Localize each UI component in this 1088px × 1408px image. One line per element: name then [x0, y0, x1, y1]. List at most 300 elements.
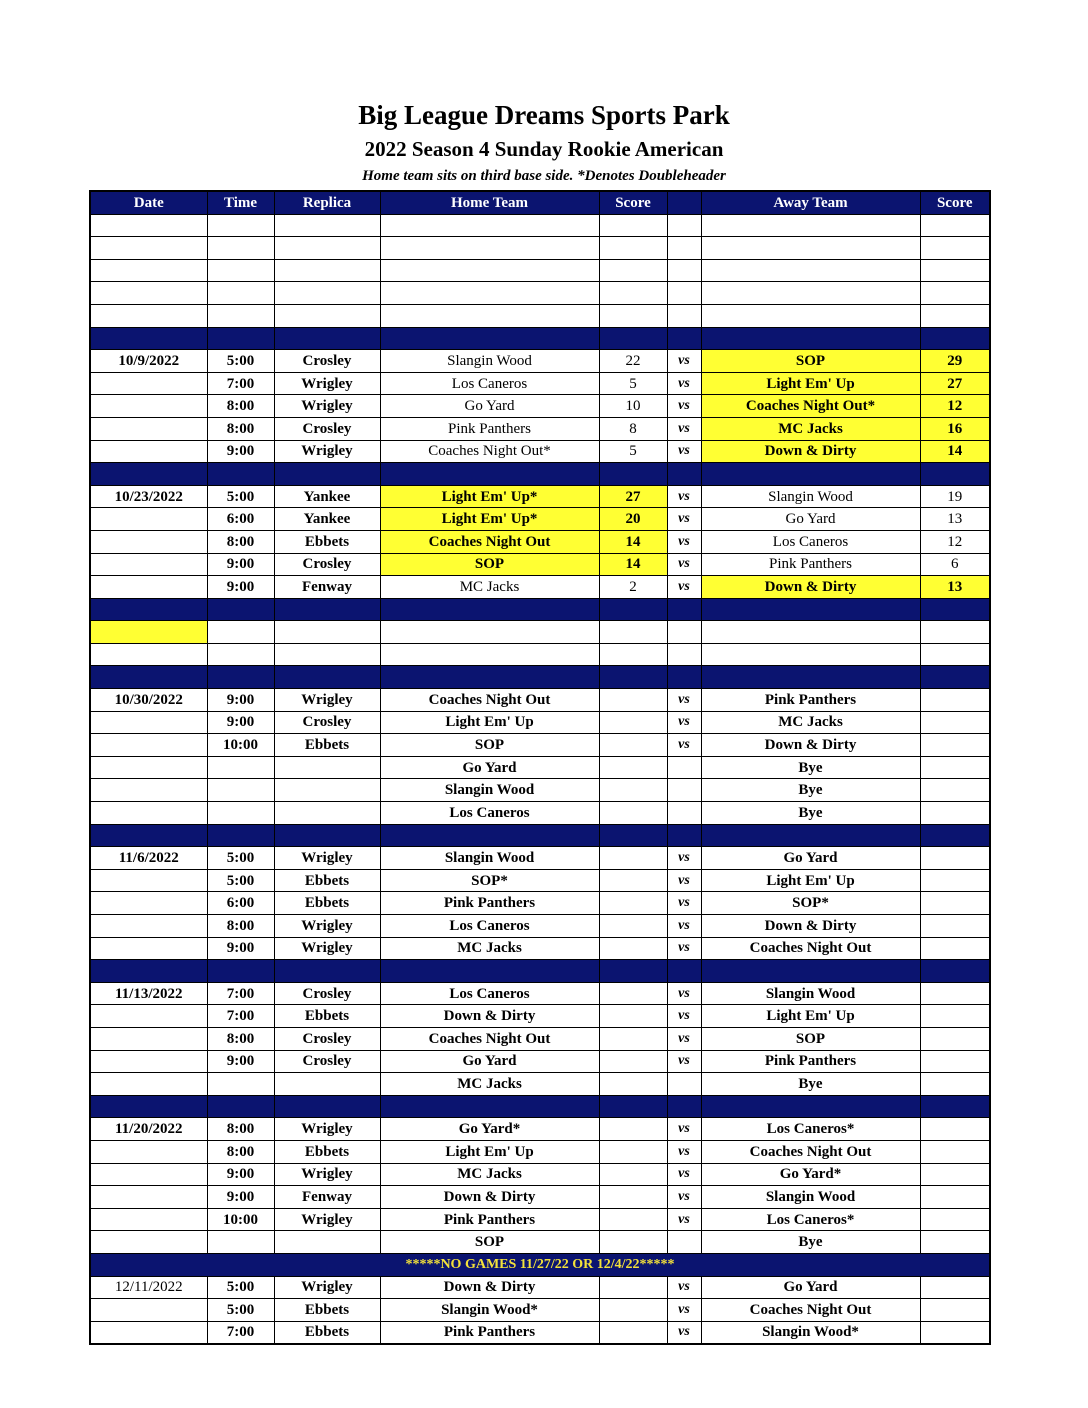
blank-cell — [274, 282, 380, 305]
home-team-cell: SOP* — [380, 869, 599, 892]
vs-cell: vs — [667, 530, 701, 553]
vs-cell: vs — [667, 1299, 701, 1322]
blank-cell — [667, 214, 701, 237]
blank-cell — [920, 214, 990, 237]
time-cell: 8:00 — [207, 417, 274, 440]
blank-cell — [207, 214, 274, 237]
schedule-table — [89, 190, 991, 1345]
vs-cell — [667, 756, 701, 779]
home-score-cell: 27 — [599, 485, 667, 508]
home-team-cell: Down & Dirty — [380, 1186, 599, 1209]
separator-cell — [207, 463, 274, 486]
game-row — [90, 915, 990, 938]
separator-cell — [599, 598, 667, 621]
away-team-cell: Los Caneros* — [701, 1118, 920, 1141]
vs-cell: vs — [667, 440, 701, 463]
separator-cell — [920, 666, 990, 689]
home-team-cell: SOP — [380, 553, 599, 576]
replica-cell: Fenway — [274, 1186, 380, 1209]
separator-cell — [599, 1095, 667, 1118]
vs-cell — [667, 1073, 701, 1096]
home-score-cell: 5 — [599, 440, 667, 463]
date-cell — [90, 395, 207, 418]
game-row — [90, 869, 990, 892]
away-team-cell: Bye — [701, 779, 920, 802]
separator-row — [90, 327, 990, 350]
replica-cell: Crosley — [274, 350, 380, 373]
date-cell — [90, 372, 207, 395]
separator-cell — [920, 960, 990, 983]
blank-cell — [599, 621, 667, 644]
separator-cell — [274, 960, 380, 983]
replica-cell: Crosley — [274, 982, 380, 1005]
game-row — [90, 1299, 990, 1322]
home-team-cell: Pink Panthers — [380, 1208, 599, 1231]
blank-cell — [920, 259, 990, 282]
home-team-cell: Los Caneros — [380, 372, 599, 395]
home-team-cell: Los Caneros — [380, 915, 599, 938]
separator-cell — [599, 463, 667, 486]
away-score-cell — [920, 689, 990, 712]
vs-cell: vs — [667, 734, 701, 757]
away-team-cell: Los Caneros — [701, 530, 920, 553]
time-cell: 8:00 — [207, 1140, 274, 1163]
date-cell — [90, 892, 207, 915]
blank-cell — [90, 259, 207, 282]
away-team-cell: Light Em' Up — [701, 372, 920, 395]
col-time: Time — [207, 191, 274, 214]
time-cell: 5:00 — [207, 1299, 274, 1322]
vs-cell: vs — [667, 1140, 701, 1163]
vs-cell — [667, 779, 701, 802]
separator-cell — [920, 824, 990, 847]
separator-cell — [380, 1095, 599, 1118]
vs-cell: vs — [667, 508, 701, 531]
home-score-cell: 22 — [599, 350, 667, 373]
time-cell: 5:00 — [207, 1276, 274, 1299]
home-score-cell: 5 — [599, 372, 667, 395]
date-cell — [90, 779, 207, 802]
home-score-cell — [599, 1186, 667, 1209]
separator-cell — [380, 598, 599, 621]
game-row — [90, 756, 990, 779]
vs-cell: vs — [667, 350, 701, 373]
away-score-cell — [920, 982, 990, 1005]
blank-cell — [207, 304, 274, 327]
separator-cell — [380, 666, 599, 689]
date-cell — [90, 576, 207, 599]
replica-cell — [274, 1073, 380, 1096]
separator-cell — [274, 666, 380, 689]
separator-cell — [667, 598, 701, 621]
vs-cell: vs — [667, 1276, 701, 1299]
replica-cell: Wrigley — [274, 1163, 380, 1186]
away-score-cell — [920, 779, 990, 802]
separator-cell — [207, 327, 274, 350]
home-score-cell — [599, 1005, 667, 1028]
separator-cell — [207, 666, 274, 689]
time-cell — [207, 802, 274, 825]
vs-cell: vs — [667, 576, 701, 599]
date-cell: 11/20/2022 — [90, 1118, 207, 1141]
date-cell — [90, 508, 207, 531]
blank-cell — [274, 304, 380, 327]
blank-cell — [207, 643, 274, 666]
time-cell: 9:00 — [207, 576, 274, 599]
home-score-cell — [599, 892, 667, 915]
away-team-cell: Bye — [701, 1231, 920, 1254]
time-cell: 7:00 — [207, 1005, 274, 1028]
vs-cell: vs — [667, 711, 701, 734]
replica-cell: Yankee — [274, 485, 380, 508]
home-team-cell: Pink Panthers — [380, 1321, 599, 1344]
away-team-cell: SOP* — [701, 892, 920, 915]
away-score-cell — [920, 869, 990, 892]
vs-cell: vs — [667, 1027, 701, 1050]
time-cell: 5:00 — [207, 485, 274, 508]
blank-cell — [667, 621, 701, 644]
date-cell — [90, 417, 207, 440]
game-row — [90, 1027, 990, 1050]
vs-cell: vs — [667, 869, 701, 892]
home-score-cell — [599, 1140, 667, 1163]
replica-cell: Wrigley — [274, 937, 380, 960]
separator-cell — [90, 1095, 207, 1118]
blank-cell — [701, 282, 920, 305]
game-row — [90, 1321, 990, 1344]
blank-cell — [380, 304, 599, 327]
replica-cell — [274, 1231, 380, 1254]
replica-cell: Wrigley — [274, 1118, 380, 1141]
date-cell: 11/13/2022 — [90, 982, 207, 1005]
time-cell — [207, 1073, 274, 1096]
away-score-cell — [920, 1118, 990, 1141]
replica-cell: Fenway — [274, 576, 380, 599]
away-score-cell: 12 — [920, 395, 990, 418]
separator-cell — [90, 327, 207, 350]
blank-cell — [90, 237, 207, 260]
separator-row — [90, 960, 990, 983]
away-team-cell: Go Yard — [701, 847, 920, 870]
home-team-cell: Slangin Wood* — [380, 1299, 599, 1322]
vs-cell: vs — [667, 417, 701, 440]
away-score-cell — [920, 1276, 990, 1299]
separator-cell — [701, 463, 920, 486]
home-team-cell: Slangin Wood — [380, 350, 599, 373]
separator-row — [90, 463, 990, 486]
separator-row — [90, 666, 990, 689]
home-team-cell: Pink Panthers — [380, 892, 599, 915]
away-score-cell — [920, 1321, 990, 1344]
time-cell: 9:00 — [207, 689, 274, 712]
replica-cell: Ebbets — [274, 1140, 380, 1163]
time-cell: 9:00 — [207, 1186, 274, 1209]
blank-cell — [701, 643, 920, 666]
away-team-cell: Go Yard — [701, 1276, 920, 1299]
blank-cell — [667, 304, 701, 327]
blank-cell — [920, 643, 990, 666]
blank-cell — [701, 237, 920, 260]
away-score-cell — [920, 1073, 990, 1096]
home-team-cell: MC Jacks — [380, 576, 599, 599]
time-cell: 6:00 — [207, 892, 274, 915]
separator-cell — [380, 960, 599, 983]
replica-cell — [274, 756, 380, 779]
game-row — [90, 508, 990, 531]
blank-cell — [599, 282, 667, 305]
separator-cell — [207, 598, 274, 621]
home-score-cell: 10 — [599, 395, 667, 418]
date-cell — [90, 915, 207, 938]
separator-cell — [667, 666, 701, 689]
game-row — [90, 485, 990, 508]
blank-cell — [667, 282, 701, 305]
game-row — [90, 689, 990, 712]
vs-cell: vs — [667, 1005, 701, 1028]
game-row — [90, 440, 990, 463]
replica-cell: Wrigley — [274, 915, 380, 938]
away-score-cell — [920, 711, 990, 734]
time-cell: 10:00 — [207, 734, 274, 757]
separator-cell — [920, 598, 990, 621]
no-games-banner: *****NO GAMES 11/27/22 OR 12/4/22***** — [90, 1253, 990, 1276]
away-score-cell: 6 — [920, 553, 990, 576]
game-row — [90, 1073, 990, 1096]
game-row — [90, 576, 990, 599]
home-score-cell — [599, 1050, 667, 1073]
home-team-cell: MC Jacks — [380, 937, 599, 960]
separator-cell — [207, 960, 274, 983]
separator-cell — [380, 824, 599, 847]
blank-cell — [274, 643, 380, 666]
away-score-cell — [920, 915, 990, 938]
away-score-cell — [920, 1299, 990, 1322]
away-team-cell: Los Caneros* — [701, 1208, 920, 1231]
date-cell — [90, 1050, 207, 1073]
date-cell — [90, 1299, 207, 1322]
date-cell — [90, 440, 207, 463]
game-row — [90, 779, 990, 802]
game-row — [90, 1186, 990, 1209]
time-cell: 9:00 — [207, 553, 274, 576]
away-team-cell: Coaches Night Out — [701, 937, 920, 960]
away-score-cell — [920, 1231, 990, 1254]
time-cell: 9:00 — [207, 937, 274, 960]
game-row — [90, 711, 990, 734]
replica-cell — [274, 802, 380, 825]
away-team-cell: Pink Panthers — [701, 1050, 920, 1073]
replica-cell: Wrigley — [274, 1276, 380, 1299]
date-cell — [90, 869, 207, 892]
separator-cell — [207, 824, 274, 847]
vs-cell: vs — [667, 982, 701, 1005]
home-score-cell: 14 — [599, 530, 667, 553]
blank-cell — [667, 259, 701, 282]
blank-row — [90, 304, 990, 327]
away-team-cell: Slangin Wood — [701, 485, 920, 508]
schedule-note: Home team sits on third base side. *Denotes Doubleheader — [362, 168, 726, 184]
home-score-cell: 20 — [599, 508, 667, 531]
blank-cell — [207, 621, 274, 644]
time-cell: 8:00 — [207, 395, 274, 418]
away-team-cell: Slangin Wood — [701, 1186, 920, 1209]
home-score-cell — [599, 711, 667, 734]
home-score-cell — [599, 982, 667, 1005]
home-team-cell: Pink Panthers — [380, 417, 599, 440]
separator-cell — [701, 598, 920, 621]
separator-cell — [274, 463, 380, 486]
blank-cell — [380, 621, 599, 644]
replica-cell: Wrigley — [274, 1208, 380, 1231]
replica-cell: Wrigley — [274, 689, 380, 712]
vs-cell — [667, 1231, 701, 1254]
col-away-team: Away Team — [701, 191, 920, 214]
home-score-cell — [599, 1299, 667, 1322]
blank-cell — [274, 259, 380, 282]
col-date: Date — [90, 191, 207, 214]
replica-cell: Wrigley — [274, 440, 380, 463]
blank-cell — [701, 214, 920, 237]
replica-cell: Ebbets — [274, 869, 380, 892]
home-score-cell — [599, 779, 667, 802]
blank-cell — [599, 237, 667, 260]
time-cell — [207, 779, 274, 802]
blank-cell — [90, 621, 207, 644]
separator-cell — [667, 1095, 701, 1118]
date-cell — [90, 553, 207, 576]
schedule-body — [90, 214, 990, 1344]
date-cell — [90, 1321, 207, 1344]
separator-cell — [701, 1095, 920, 1118]
home-team-cell: Light Em' Up — [380, 1140, 599, 1163]
away-score-cell: 12 — [920, 530, 990, 553]
separator-cell — [701, 327, 920, 350]
separator-cell — [274, 824, 380, 847]
game-row — [90, 847, 990, 870]
away-team-cell: Down & Dirty — [701, 915, 920, 938]
replica-cell — [274, 779, 380, 802]
replica-cell: Crosley — [274, 1027, 380, 1050]
blank-cell — [90, 304, 207, 327]
col-vs — [667, 191, 701, 214]
game-row — [90, 1118, 990, 1141]
away-team-cell: Slangin Wood* — [701, 1321, 920, 1344]
separator-row — [90, 598, 990, 621]
time-cell: 10:00 — [207, 1208, 274, 1231]
home-team-cell: MC Jacks — [380, 1163, 599, 1186]
away-team-cell: Coaches Night Out — [701, 1140, 920, 1163]
away-team-cell: MC Jacks — [701, 711, 920, 734]
game-row — [90, 1005, 990, 1028]
date-cell — [90, 937, 207, 960]
replica-cell: Crosley — [274, 1050, 380, 1073]
separator-cell — [667, 824, 701, 847]
home-score-cell — [599, 1208, 667, 1231]
blank-cell — [380, 237, 599, 260]
vs-cell: vs — [667, 553, 701, 576]
home-team-cell: Go Yard — [380, 395, 599, 418]
home-team-cell: Light Em' Up* — [380, 485, 599, 508]
blank-cell — [701, 304, 920, 327]
separator-cell — [599, 666, 667, 689]
vs-cell: vs — [667, 915, 701, 938]
home-team-cell: SOP — [380, 734, 599, 757]
separator-cell — [207, 1095, 274, 1118]
home-team-cell: Go Yard — [380, 1050, 599, 1073]
replica-cell: Ebbets — [274, 734, 380, 757]
separator-cell — [667, 327, 701, 350]
away-team-cell: Down & Dirty — [701, 734, 920, 757]
home-score-cell — [599, 915, 667, 938]
time-cell: 8:00 — [207, 1027, 274, 1050]
blank-cell — [90, 282, 207, 305]
away-score-cell — [920, 1208, 990, 1231]
date-cell — [90, 1163, 207, 1186]
date-cell — [90, 1140, 207, 1163]
home-team-cell: Go Yard — [380, 756, 599, 779]
separator-cell — [701, 824, 920, 847]
home-team-cell: Coaches Night Out — [380, 1027, 599, 1050]
separator-cell — [599, 960, 667, 983]
blank-cell — [274, 237, 380, 260]
no-games-banner-row — [90, 1253, 990, 1276]
replica-cell: Crosley — [274, 417, 380, 440]
home-score-cell — [599, 869, 667, 892]
time-cell: 9:00 — [207, 1050, 274, 1073]
away-score-cell — [920, 802, 990, 825]
blank-cell — [380, 259, 599, 282]
time-cell — [207, 1231, 274, 1254]
away-score-cell: 13 — [920, 508, 990, 531]
vs-cell: vs — [667, 1163, 701, 1186]
blank-row — [90, 237, 990, 260]
date-cell — [90, 1208, 207, 1231]
vs-cell: vs — [667, 1186, 701, 1209]
blank-cell — [90, 643, 207, 666]
blank-cell — [599, 214, 667, 237]
blank-cell — [920, 621, 990, 644]
vs-cell: vs — [667, 1321, 701, 1344]
blank-row — [90, 214, 990, 237]
date-cell — [90, 802, 207, 825]
home-team-cell: Down & Dirty — [380, 1005, 599, 1028]
vs-cell: vs — [667, 937, 701, 960]
separator-cell — [274, 327, 380, 350]
blank-row — [90, 621, 990, 644]
home-score-cell — [599, 756, 667, 779]
game-row — [90, 1163, 990, 1186]
home-score-cell — [599, 1276, 667, 1299]
blank-cell — [599, 643, 667, 666]
home-team-cell: Light Em' Up* — [380, 508, 599, 531]
separator-cell — [599, 824, 667, 847]
home-score-cell — [599, 802, 667, 825]
time-cell: 5:00 — [207, 847, 274, 870]
date-cell — [90, 1027, 207, 1050]
blank-cell — [380, 643, 599, 666]
separator-cell — [920, 327, 990, 350]
home-score-cell — [599, 1163, 667, 1186]
replica-cell: Wrigley — [274, 395, 380, 418]
away-team-cell: Coaches Night Out* — [701, 395, 920, 418]
home-team-cell: Coaches Night Out — [380, 689, 599, 712]
away-score-cell: 13 — [920, 576, 990, 599]
date-cell — [90, 1186, 207, 1209]
away-score-cell — [920, 1050, 990, 1073]
page-subtitle: 2022 Season 4 Sunday Rookie American — [364, 137, 724, 161]
replica-cell: Ebbets — [274, 892, 380, 915]
away-score-cell — [920, 937, 990, 960]
